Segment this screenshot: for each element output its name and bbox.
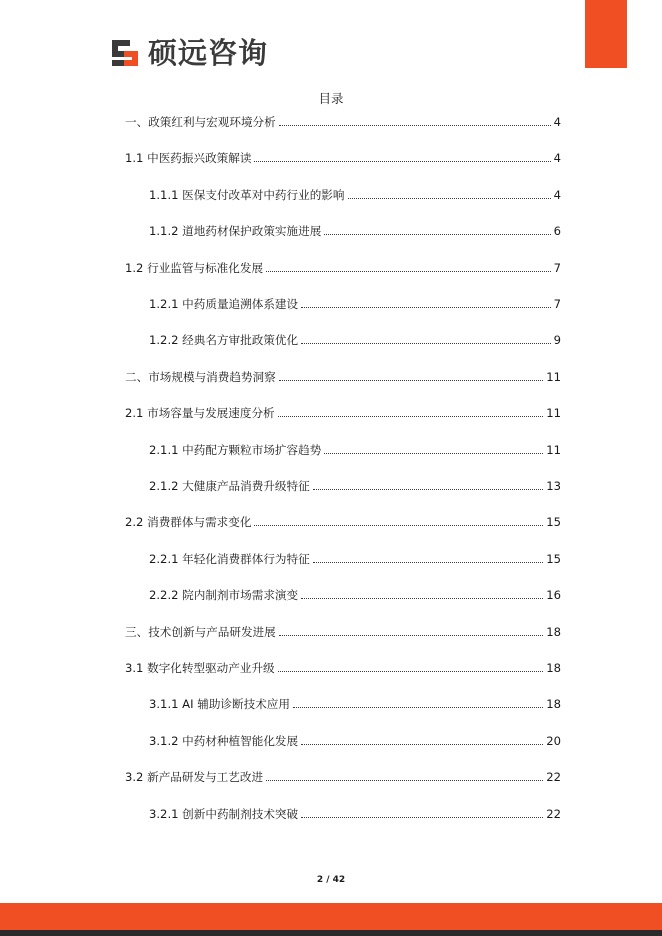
toc-entry-label: 2.2.2 院内制剂市场需求演变 (149, 588, 299, 603)
toc-entry[interactable] (125, 148, 561, 166)
toc-dot-leader (279, 635, 544, 636)
toc-entry[interactable] (149, 694, 561, 712)
toc-entry-label: 二、市场规模与消费趋势洞察 (125, 369, 276, 384)
toc-entry-label: 2.1 市场容量与发展速度分析 (125, 406, 275, 421)
toc-dot-leader (324, 234, 550, 235)
toc-entry[interactable] (125, 658, 561, 676)
toc-entry-label: 2.2 消费群体与需求变化 (125, 515, 252, 530)
toc-entry-page: 7 (553, 260, 561, 275)
logo-text: 硕远咨询 (148, 36, 269, 70)
toc-dot-leader (301, 307, 550, 308)
toc-entry-label: 3.1 数字化转型驱动产业升级 (125, 661, 275, 675)
toc-entry[interactable] (125, 767, 561, 785)
toc-entry-page: 11 (546, 406, 561, 421)
toc-dot-leader (266, 271, 551, 272)
toc-entry[interactable] (149, 221, 561, 239)
toc-entry[interactable] (125, 512, 561, 530)
toc-entry-label: 三、技术创新与产品研发进展 (125, 624, 276, 639)
toc-entry-page: 18 (546, 697, 561, 712)
toc-entry-page: 6 (553, 224, 561, 239)
toc-entry-label: 1.1 中医药振兴政策解读 (125, 151, 252, 166)
toc-dot-leader (301, 598, 543, 599)
toc-dot-leader (278, 671, 544, 672)
footer-dark-bar (0, 930, 662, 936)
toc-entry-label: 一、政策红利与宏观环境分析 (125, 115, 276, 129)
corner-accent-tab (585, 0, 627, 68)
toc-entry-page: 15 (546, 515, 561, 530)
toc-entry-page: 22 (546, 770, 561, 785)
toc-entry-page: 13 (546, 479, 561, 493)
toc-entry-label: 3.1.1 AI 辅助诊断技术应用 (149, 697, 290, 712)
toc-entry-page: 22 (546, 806, 561, 821)
toc-entry-label: 3.2 新产品研发与工艺改进 (125, 770, 264, 785)
page-number: 2 / 42 (316, 875, 346, 885)
toc-entry[interactable] (125, 112, 561, 130)
toc-entry-page: 4 (553, 115, 561, 129)
toc-entry-page: 18 (546, 624, 561, 639)
toc-entry-page: 11 (546, 369, 561, 384)
toc-entry[interactable] (149, 549, 561, 567)
toc-entry-label: 1.2.2 经典名方审批政策优化 (149, 333, 299, 348)
toc-entry[interactable] (149, 294, 561, 312)
toc-entry-page: 18 (546, 661, 561, 675)
toc-entry-label: 1.2 行业监管与标准化发展 (125, 260, 264, 275)
toc-entry[interactable] (149, 330, 561, 348)
footer-accent-bar (0, 903, 662, 930)
company-logo (110, 36, 268, 70)
toc-dot-leader (301, 744, 543, 745)
toc-entry[interactable] (125, 622, 561, 640)
toc-entry-page: 20 (546, 733, 561, 748)
toc-entry[interactable] (125, 367, 561, 385)
toc-entry[interactable] (149, 185, 561, 203)
toc-entry-label: 2.2.1 年轻化消费群体行为特征 (149, 551, 310, 566)
toc-entry[interactable] (149, 440, 561, 458)
toc-dot-leader (266, 780, 543, 781)
toc-dot-leader (348, 198, 551, 199)
toc-entry-label: 2.1.2 大健康产品消费升级特征 (149, 479, 310, 493)
toc-entry-label: 1.1.1 医保支付改革对中药行业的影响 (149, 187, 345, 202)
logo-mark-icon (110, 38, 140, 68)
toc-entry-label: 1.2.1 中药质量追溯体系建设 (149, 297, 299, 311)
toc-dot-leader (301, 343, 550, 344)
toc-entry[interactable] (149, 731, 561, 749)
toc-dot-leader (313, 489, 544, 490)
toc-entry-page: 15 (546, 551, 561, 566)
toc-entry-label: 3.2.1 创新中药制剂技术突破 (149, 806, 299, 821)
toc-dot-leader (301, 817, 543, 818)
toc-dot-leader (254, 525, 543, 526)
toc-entry-page: 9 (553, 333, 561, 348)
toc-dot-leader (254, 161, 550, 162)
toc-entry-page: 7 (553, 297, 561, 311)
toc-dot-leader (324, 453, 543, 454)
toc-entry-label: 3.1.2 中药材种植智能化发展 (149, 733, 299, 748)
toc-dot-leader (313, 562, 544, 563)
toc-dot-leader (279, 125, 551, 126)
toc-dot-leader (279, 380, 544, 381)
toc-entry[interactable] (149, 476, 561, 494)
toc-entry[interactable] (149, 804, 561, 822)
toc-entry[interactable] (125, 403, 561, 421)
toc-entry[interactable] (149, 585, 561, 603)
toc-entry-label: 2.1.1 中药配方颗粒市场扩容趋势 (149, 442, 322, 457)
toc-dot-leader (278, 416, 544, 417)
toc-entry-page: 4 (553, 187, 561, 202)
toc-dot-leader (293, 707, 543, 708)
toc-entry-page: 16 (546, 588, 561, 603)
toc-entry-page: 11 (546, 442, 561, 457)
toc-entry[interactable] (125, 258, 561, 276)
toc-entry-page: 4 (553, 151, 561, 166)
toc-title: 目录 (318, 91, 344, 106)
toc-entry-label: 1.1.2 道地药材保护政策实施进展 (149, 224, 322, 239)
